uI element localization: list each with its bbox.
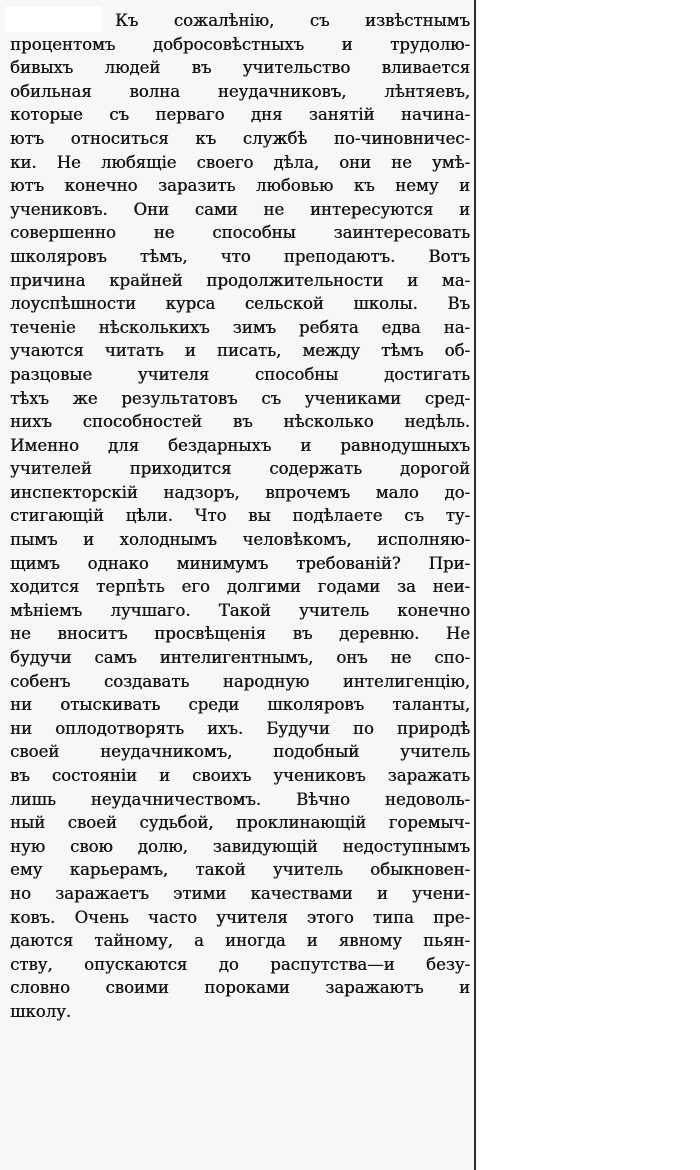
text-line: лоуспѣшности курса сельской школы. Въ (10, 294, 470, 314)
text-line: ни отыскивать среди школяровъ таланты, (10, 695, 470, 715)
text-line: ходится терпѣть его долгими годами за неи- (10, 577, 470, 597)
text-line: ный своей судьбой, проклинающій горемыч- (10, 813, 470, 833)
text-line: не вноситъ просвѣщенія въ деревню. Не (10, 624, 470, 644)
text-line: ки. Не любящіе своего дѣла, они не умѣ- (10, 152, 470, 172)
text-line: пымъ и холоднымъ человѣкомъ, исполняю- (10, 530, 470, 550)
text-line: ни оплодотворять ихъ. Будучи по природѣ (10, 718, 470, 738)
text-line: которые съ перваго дня занятій начина- (10, 105, 470, 125)
text-line: стигающій цѣли. Что вы подѣлаете съ ту- (10, 506, 470, 526)
text-line: будучи самъ интелигентнымъ, онъ не спо- (10, 648, 470, 668)
text-line: инспекторскій надзоръ, впрочемъ мало до- (10, 482, 470, 502)
text-line: обильная волна неудачниковъ, лѣнтяевъ, (10, 81, 470, 101)
text-line: теченіе нѣсколькихъ зимъ ребята едва на- (10, 317, 470, 337)
text-line: ему карьерамъ, такой учитель обыкновен- (10, 860, 470, 880)
text-line: Именно для бездарныхъ и равнодушныхъ (10, 435, 470, 455)
text-line: разцовые учителя способны достигать (10, 364, 470, 384)
text-line: ютъ относиться къ службѣ по-чиновничес- (10, 128, 470, 148)
text-line: тѣхъ же результатовъ съ учениками сред- (10, 388, 470, 408)
text-line: словно своими пороками заражаютъ и (10, 978, 470, 998)
text-line: собенъ создавать народную интелигенцію, (10, 671, 470, 691)
text-line: лишь неудачничествомъ. Вѣчно недоволь- (10, 789, 470, 809)
column-divider (474, 0, 476, 1170)
text-line: ную свою долю, завидующій недоступнымъ (10, 836, 470, 856)
text-line: своей неудачникомъ, подобный учитель (10, 742, 470, 762)
text-line: Къ сожалѣнію, съ извѣстнымъ (115, 11, 470, 30)
text-line: ковъ. Очень часто учителя этого типа пре- (10, 907, 470, 927)
text-line: въ состояніи и своихъ учениковъ заражать (10, 766, 470, 785)
text-line: процентомъ добросовѣстныхъ и трудолю- (10, 34, 470, 54)
text-line: ству, опускаются до распутства—и безу- (10, 954, 470, 974)
article-text (10, 9, 470, 1024)
text-line: но заражаетъ этими качествами и учени- (10, 883, 470, 903)
text-line: мѣніемъ лучшаго. Такой учитель конечно (10, 600, 470, 620)
text-line: даются тайному, а иногда и явному пьян- (10, 931, 470, 951)
text-line: учениковъ. Они сами не интересуются и (10, 199, 470, 219)
text-line: бивыхъ людей въ учительство вливается (10, 58, 470, 78)
text-line: щимъ однако минимумъ требованій? При- (10, 553, 470, 573)
text-line: нихъ способностей въ нѣсколько недѣль. (10, 412, 470, 432)
text-line: школяровъ тѣмъ, что преподаютъ. Вотъ (10, 246, 470, 266)
text-line: учителей приходится содержать дорогой (10, 459, 470, 479)
text-line: ютъ конечно заразить любовью къ нему и (10, 176, 470, 196)
text-line: причина крайней продолжительности и ма- (10, 270, 470, 290)
text-line: совершенно не способны заинтересовать (10, 223, 470, 243)
text-line: школу. (10, 1001, 72, 1021)
text-line: учаются читать и писать, между тѣмъ об- (10, 341, 470, 361)
